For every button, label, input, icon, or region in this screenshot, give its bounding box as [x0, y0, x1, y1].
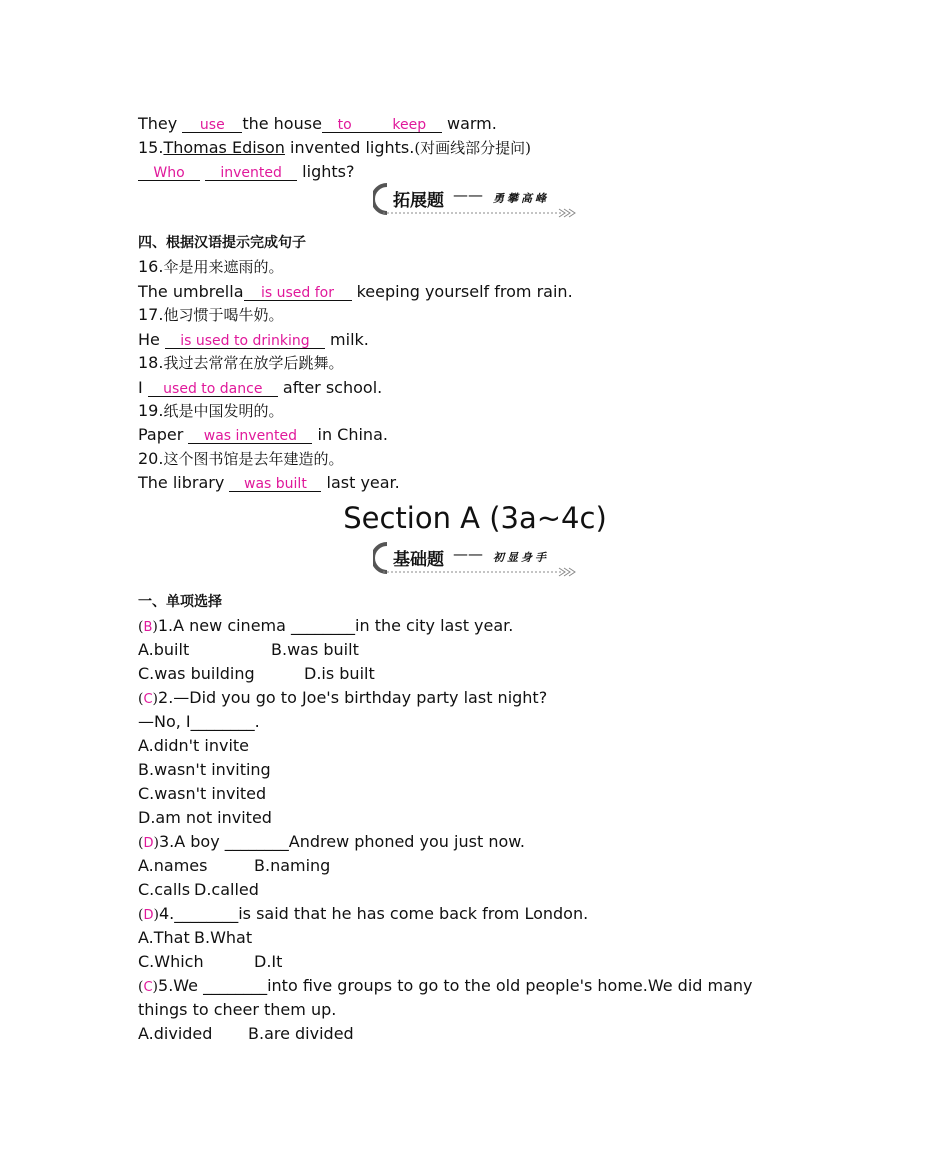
question-text: 4.________is said that he has come back from London. — [158, 904, 589, 923]
banner-dash: —— — [453, 186, 483, 204]
question-number: 15. — [138, 138, 164, 157]
mc-question-3: (D)3.A boy ________Andrew phoned you just now. — [138, 832, 525, 851]
text: last year. — [321, 473, 400, 492]
q20-answer-line — [138, 473, 400, 493]
q20-cn — [138, 449, 343, 469]
option-b: B.naming — [254, 856, 331, 875]
answer-text: is used for — [260, 285, 334, 301]
options-row — [138, 928, 252, 948]
prompt-cn: 伞是用来遮雨的。 — [163, 258, 284, 276]
banner-extension — [373, 181, 577, 219]
q16-answer-line — [138, 282, 573, 302]
options-row — [138, 1024, 354, 1044]
text: He — [138, 330, 165, 349]
answer-blank — [138, 163, 200, 181]
q15-answer-line — [138, 162, 354, 182]
banner-basic — [373, 540, 577, 578]
section-title: Section A (3a~4c) — [343, 501, 607, 535]
q14-answer-line — [138, 114, 497, 134]
answer-blank — [188, 426, 312, 444]
answer-choice: D — [143, 836, 154, 851]
answer-choice: C — [143, 692, 153, 707]
option-a: A.built — [138, 640, 190, 659]
text: The library — [138, 473, 230, 492]
q19-cn — [138, 401, 283, 421]
options-row — [138, 640, 359, 660]
option-c: C.was building — [138, 664, 255, 683]
option-d: D.called — [194, 880, 259, 899]
section-heading: 四、根据汉语提示完成句子 — [138, 235, 306, 251]
options-row — [138, 664, 375, 684]
text: lights? — [297, 162, 355, 181]
reply-line: —No, I________. — [138, 712, 260, 731]
answer-text: was built — [244, 476, 307, 492]
answer-blank — [165, 331, 325, 349]
q19-answer-line — [138, 425, 388, 445]
question-number: 20. — [138, 449, 164, 468]
answer-blank — [229, 474, 321, 492]
q15-line — [138, 138, 531, 158]
question-text-continued: things to cheer them up. — [138, 1000, 337, 1019]
question-text: 1.A new cinema ________in the city last year. — [157, 616, 514, 635]
text: Paper — [138, 425, 189, 444]
banner-title: 基础题 — [393, 550, 444, 570]
q17-cn — [138, 305, 283, 325]
text: keeping yourself from rain. — [351, 282, 573, 301]
question-number: 17. — [138, 305, 164, 324]
answer-text: keep — [392, 117, 427, 133]
text: The umbrella — [138, 282, 244, 301]
underlined-text: Thomas Edison — [163, 138, 285, 157]
text: in China. — [312, 425, 388, 444]
question-number: 16. — [138, 257, 164, 276]
option-b: B.What — [194, 928, 253, 947]
option-d: D.am not invited — [138, 808, 272, 827]
text: the house — [242, 114, 322, 133]
question-number: 18. — [138, 353, 164, 372]
q17-answer-line — [138, 330, 369, 350]
instruction-cn: (对画线部分提问) — [414, 139, 532, 157]
option-d: D.is built — [304, 664, 375, 683]
option-a: A.divided — [138, 1024, 213, 1043]
options-row — [138, 952, 282, 972]
option-c: C.Which — [138, 952, 204, 971]
mc-question-1: (B)1.A new cinema ________in the city last year. — [138, 616, 514, 635]
q16-cn — [138, 257, 283, 277]
option-d: D.It — [254, 952, 283, 971]
text: after school. — [277, 378, 383, 397]
option-a: A.That — [138, 928, 190, 947]
banner-title: 拓展题 — [393, 191, 444, 211]
option-c: C.wasn't invited — [138, 784, 267, 803]
text: warm. — [441, 114, 497, 133]
options-row — [138, 856, 330, 876]
answer-choice: C — [143, 980, 153, 995]
question-number: 19. — [138, 401, 164, 420]
answer-text: is used to drinking — [180, 333, 310, 349]
answer-text: to — [337, 117, 352, 133]
answer-blank — [148, 379, 278, 397]
q18-answer-line — [138, 378, 382, 398]
q18-cn — [138, 353, 343, 373]
answer-text: use — [199, 117, 225, 133]
section-heading: 一、单项选择 — [138, 594, 222, 610]
answer-text: Who — [153, 165, 185, 181]
answer-choice: D — [143, 908, 154, 923]
question-text: 5.We ________into five groups to go to the old people's home.We did many — [158, 976, 753, 995]
mc-question-5: (C)5.We ________into five groups to go to the old people's home.We did many — [138, 976, 753, 995]
option-a: A.names — [138, 856, 208, 875]
question-text: 2.—Did you go to Joe's birthday party last night? — [158, 688, 548, 707]
option-c: C.calls — [138, 880, 191, 899]
answer-text: invented — [220, 165, 282, 181]
answer-text: used to dance — [163, 381, 263, 397]
answer-blank — [182, 115, 242, 133]
prompt-cn: 这个图书馆是去年建造的。 — [163, 450, 344, 468]
mc-question-4: (D)4.________is said that he has come back from London. — [138, 904, 589, 923]
answer-choice: B — [143, 620, 153, 635]
answer-blank — [205, 163, 297, 181]
text: They — [138, 114, 183, 133]
options-row — [138, 880, 259, 900]
option-b: B.wasn't inviting — [138, 760, 271, 779]
banner-subtitle: 勇攀高峰 — [493, 192, 549, 205]
answer-blank — [244, 283, 352, 301]
banner-dash: —— — [453, 545, 483, 563]
banner-subtitle: 初显身手 — [493, 551, 549, 564]
text: invented lights. — [284, 138, 415, 157]
answer-text: was invented — [203, 428, 298, 444]
option-b: B.was built — [271, 640, 359, 659]
prompt-cn: 他习惯于喝牛奶。 — [163, 306, 284, 324]
option-a: A.didn't invite — [138, 736, 250, 755]
mc-question-2: (C)2.—Did you go to Joe's birthday party last night? — [138, 688, 548, 707]
option-b: B.are divided — [248, 1024, 354, 1043]
question-text: 3.A boy ________Andrew phoned you just now. — [158, 832, 525, 851]
prompt-cn: 我过去常常在放学后跳舞。 — [163, 354, 344, 372]
prompt-cn: 纸是中国发明的。 — [163, 402, 284, 420]
text: I — [138, 378, 148, 397]
text: milk. — [324, 330, 369, 349]
answer-blank — [322, 115, 442, 133]
